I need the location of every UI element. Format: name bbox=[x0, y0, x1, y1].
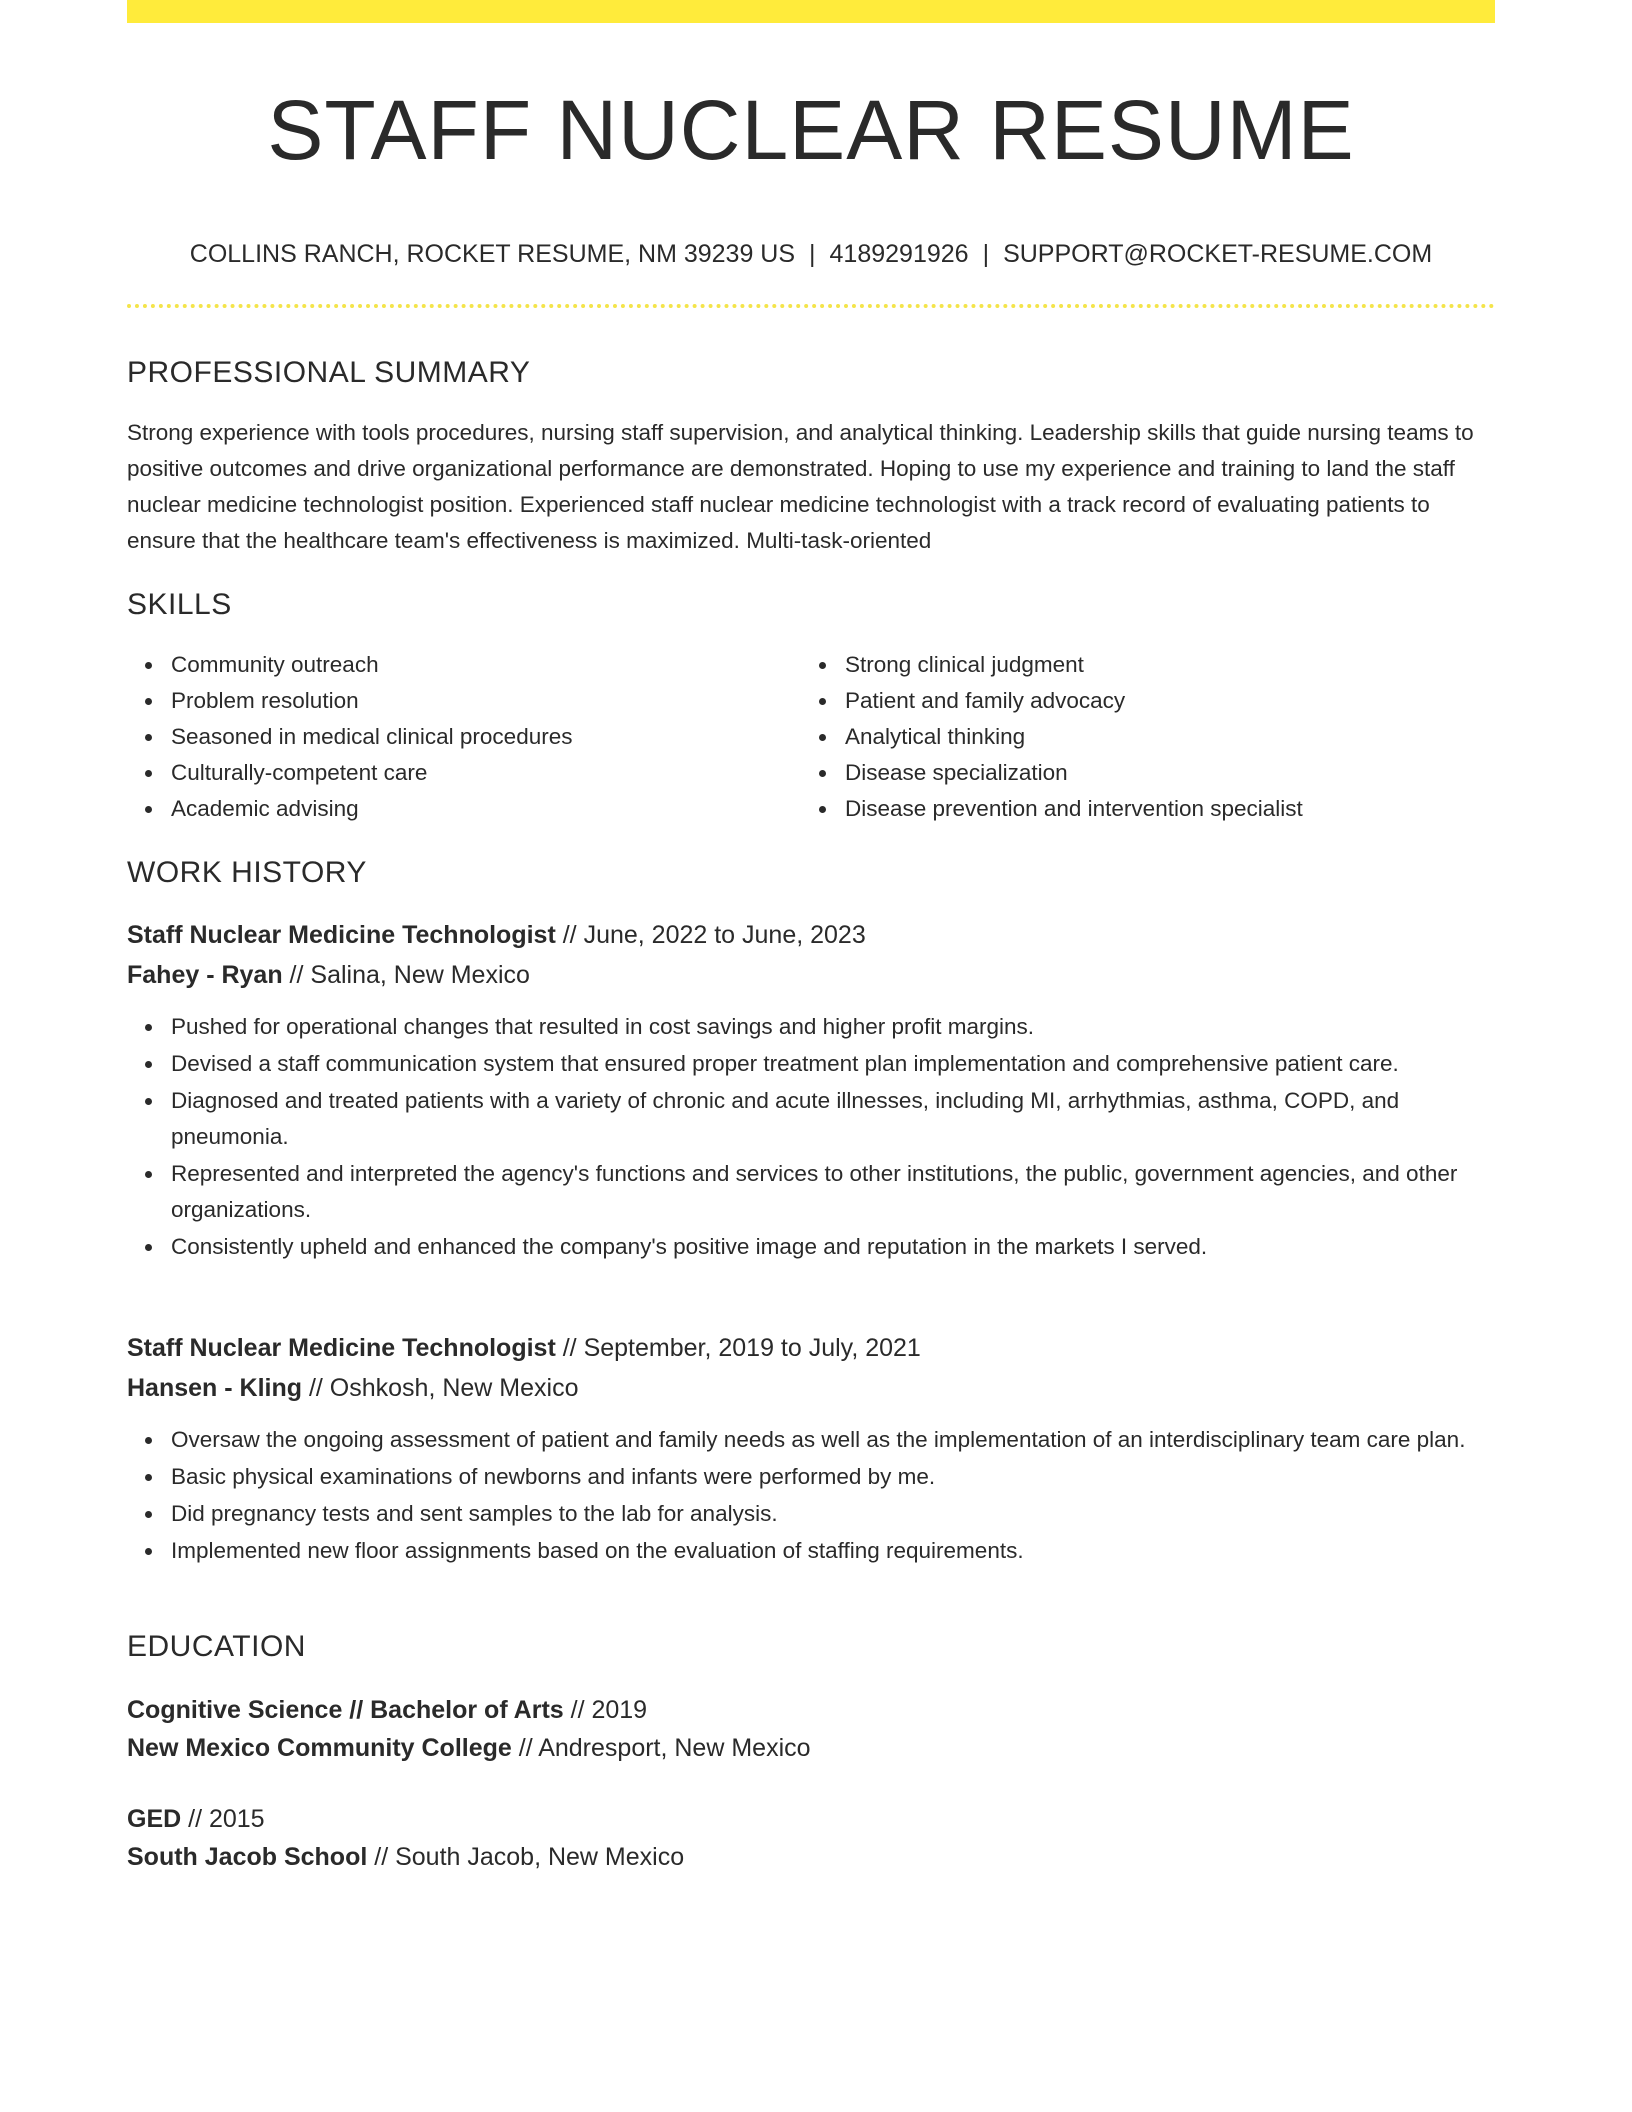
education-title: EDUCATION bbox=[127, 1630, 306, 1663]
job-company-line bbox=[127, 1370, 579, 1406]
education-year: // 2015 bbox=[181, 1805, 265, 1833]
skill-item: Disease prevention and intervention specialist bbox=[845, 791, 1441, 827]
contact-line bbox=[127, 236, 1495, 272]
skill-item: Strong clinical judgment bbox=[845, 647, 1441, 683]
job-bullet: Consistently upheld and enhanced the company's positive image and reputation in the markets I served. bbox=[171, 1229, 1495, 1265]
contact-email: SUPPORT@ROCKET-RESUME.COM bbox=[1003, 240, 1433, 268]
contact-address: COLLINS RANCH, ROCKET RESUME, NM 39239 US bbox=[189, 240, 796, 268]
job-bullet: Pushed for operational changes that resulted in cost savings and higher profit margins. bbox=[171, 1009, 1495, 1045]
job-location: // Salina, New Mexico bbox=[282, 961, 530, 989]
skills-column-left bbox=[127, 647, 767, 827]
skill-item: Patient and family advocacy bbox=[845, 683, 1441, 719]
job-bullets bbox=[127, 1422, 1495, 1570]
education-school: South Jacob School bbox=[127, 1843, 368, 1871]
education-school: New Mexico Community College bbox=[127, 1734, 512, 1762]
education-degree-line bbox=[127, 1801, 265, 1837]
job-title-line bbox=[127, 917, 866, 953]
job-bullet: Implemented new floor assignments based on the evaluation of staffing requirements. bbox=[171, 1533, 1495, 1569]
job-bullet: Represented and interpreted the agency's functions and services to other institutions, the public, government agencies, and other organizations. bbox=[171, 1156, 1495, 1228]
skills-column-right bbox=[801, 647, 1441, 827]
contact-phone: 4189291926 bbox=[829, 240, 969, 268]
education-school-line bbox=[127, 1730, 811, 1766]
education-location: // South Jacob, New Mexico bbox=[367, 1843, 685, 1871]
education-degree: Cognitive Science // Bachelor of Arts bbox=[127, 1696, 564, 1724]
skill-item: Disease specialization bbox=[845, 755, 1441, 791]
job-title-line bbox=[127, 1330, 921, 1366]
contact-separator: | bbox=[809, 240, 816, 268]
education-school-line bbox=[127, 1839, 684, 1875]
job-bullet: Diagnosed and treated patients with a variety of chronic and acute illnesses, including MI, arrhythmias, asthma, COPD, and pneumonia. bbox=[171, 1083, 1495, 1155]
job-bullets bbox=[127, 1009, 1495, 1266]
education-location: // Andresport, New Mexico bbox=[511, 1734, 811, 1762]
contact-separator: | bbox=[982, 240, 990, 268]
job-role: Staff Nuclear Medicine Technologist bbox=[127, 1334, 556, 1362]
header-divider bbox=[127, 304, 1495, 308]
accent-bar bbox=[127, 0, 1495, 23]
job-bullet: Oversaw the ongoing assessment of patient and family needs as well as the implementation of an interdisciplinary team care plan. bbox=[171, 1422, 1495, 1458]
job-bullet: Basic physical examinations of newborns and infants were performed by me. bbox=[171, 1459, 1495, 1495]
job-bullet: Did pregnancy tests and sent samples to the lab for analysis. bbox=[171, 1496, 1495, 1532]
skill-item: Analytical thinking bbox=[845, 719, 1441, 755]
job-dates: // June, 2022 to June, 2023 bbox=[555, 921, 866, 949]
summary-text: Strong experience with tools procedures, nursing staff supervision, and analytical thinking. Leadership skills that guide nursing teams to positive outcomes and drive organizational performance are demonstrated. Hoping to use my experience and training to land the staff nuclear medicine technologist position. Experienced staff nuclear medicine technologist with a track record of evaluating patients to ensure that the healthcare team's effectiveness is maximized. Multi-task-oriented bbox=[127, 420, 1474, 553]
skills-title: SKILLS bbox=[127, 588, 232, 621]
job-role: Staff Nuclear Medicine Technologist bbox=[127, 921, 556, 949]
skill-item: Culturally-competent care bbox=[171, 755, 767, 791]
skill-item: Seasoned in medical clinical procedures bbox=[171, 719, 767, 755]
skill-item: Academic advising bbox=[171, 791, 767, 827]
skill-item: Community outreach bbox=[171, 647, 767, 683]
job-bullet: Devised a staff communication system that ensured proper treatment plan implementation and comprehensive patient care. bbox=[171, 1046, 1495, 1082]
job-company: Fahey - Ryan bbox=[127, 961, 283, 989]
education-year: // 2019 bbox=[563, 1696, 648, 1724]
resume-name: STAFF NUCLEAR RESUME bbox=[267, 83, 1355, 177]
job-company: Hansen - Kling bbox=[127, 1374, 303, 1402]
summary-title: PROFESSIONAL SUMMARY bbox=[127, 356, 531, 389]
education-degree: GED bbox=[127, 1805, 182, 1833]
job-dates: // September, 2019 to July, 2021 bbox=[555, 1334, 921, 1362]
education-degree-line bbox=[127, 1692, 647, 1728]
job-location: // Oshkosh, New Mexico bbox=[302, 1374, 579, 1402]
skill-item: Problem resolution bbox=[171, 683, 767, 719]
job-company-line bbox=[127, 957, 530, 993]
work-title: WORK HISTORY bbox=[127, 856, 367, 889]
